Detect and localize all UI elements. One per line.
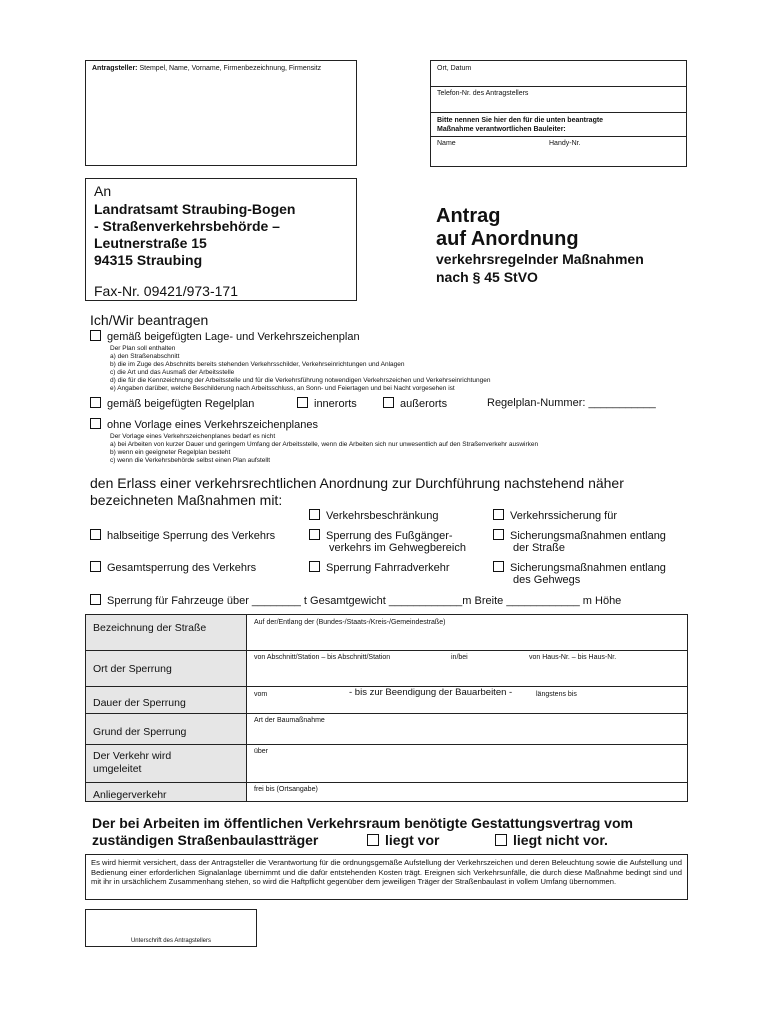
- ausserorts-label: außerorts: [400, 398, 448, 410]
- option-fahrzeuge[interactable]: [90, 594, 621, 607]
- erlass-line-1: den Erlass einer verkehrsrechtlichen Anordnung zur Durchführung nachstehend näher: [90, 475, 624, 491]
- erlass-line-2: bezeichneten Maßnahmen mit:: [90, 492, 283, 508]
- hint-ueber: über: [254, 748, 269, 755]
- applicant-label: Antragsteller: Stempel, Name, Vorname, Firmenbezeichnung, Firmensitz: [92, 65, 322, 72]
- option-halbseitige[interactable]: [90, 529, 275, 542]
- fussgaenger-label: Sperrung des Fußgänger-: [326, 530, 453, 542]
- liegt-vor-label: liegt vor: [385, 832, 440, 848]
- signature-label: Unterschrift des Antragstellers: [130, 938, 212, 944]
- sicherung-gehweg-checkbox[interactable]: [493, 561, 504, 572]
- sicherung-gehweg-label: Sicherungsmaßnahmen entlang: [510, 562, 666, 574]
- ohne-vorlage-note: Der Vorlage eines Verkehrszeichenplanes bedarf es nicht: [110, 433, 276, 440]
- ohne-vorlage-notes: [110, 433, 538, 465]
- telefon-label: Telefon-Nr. des Antragstellers: [437, 90, 529, 97]
- hint-von-abschnitt: von Abschnitt/Station – bis Abschnitt/Station: [254, 654, 391, 661]
- ohne-vorlage-note: c) wenn die Verkehrsbehörde selbst einen Plan aufstellt: [110, 457, 271, 464]
- field-grund[interactable]: [247, 725, 687, 743]
- hint-von-haus: von Haus-Nr. – bis Haus-Nr.: [529, 654, 617, 661]
- ohne-vorlage-note: b) wenn ein geeigneter Regelplan besteht: [110, 449, 231, 456]
- option-fussgaenger[interactable]: [309, 529, 453, 542]
- option-ohne-vorlage[interactable]: [90, 418, 318, 431]
- fahrrad-checkbox[interactable]: [309, 561, 320, 572]
- fussgaenger-label-2: verkehrs im Gehwegbereich: [329, 542, 466, 554]
- lageplan-label: gemäß beigefügten Lage- und Verkehrszeichenplan: [107, 331, 360, 343]
- sicherung-gehweg-label-2: des Gehwegs: [513, 574, 581, 586]
- option-lageplan[interactable]: [90, 330, 360, 343]
- lageplan-notes: [110, 345, 491, 393]
- fahrrad-label: Sperrung Fahrradverkehr: [326, 562, 450, 574]
- title-line-4: nach § 45 StVO: [436, 269, 538, 285]
- ausserorts-checkbox[interactable]: [383, 397, 394, 408]
- liegt-nicht-vor-label: liegt nicht vor.: [513, 832, 608, 848]
- liegt-nicht-vor-checkbox[interactable]: [495, 834, 507, 846]
- verkehrssicherung-label: Verkehrssicherung für: [510, 510, 617, 522]
- address-line-2: - Straßenverkehrsbehörde –: [94, 218, 280, 234]
- regelplan-nummer[interactable]: Regelplan-Nummer: ___________: [487, 397, 656, 409]
- address-line-1: Landratsamt Straubing-Bogen: [94, 201, 296, 217]
- field-strasse[interactable]: [247, 629, 687, 649]
- field-umleitung[interactable]: [247, 757, 687, 781]
- option-verkehrsbeschraenkung[interactable]: [309, 509, 439, 522]
- option-innerorts[interactable]: [297, 397, 357, 410]
- label-grund: Grund der Sperrung: [93, 726, 187, 738]
- hint-art: Art der Baumaßnahme: [254, 717, 325, 724]
- ohne-vorlage-label: ohne Vorlage eines Verkehrszeichenplanes: [107, 419, 318, 431]
- lageplan-note: a) den Straßenabschnitt: [110, 353, 180, 360]
- option-sicherung-gehweg[interactable]: [493, 561, 666, 574]
- option-regelplan[interactable]: [90, 397, 254, 410]
- ohne-vorlage-checkbox[interactable]: [90, 418, 101, 429]
- address-an: An: [94, 183, 112, 199]
- gestattung-line-1: Der bei Arbeiten im öffentlichen Verkehrsraum benötigte Gestattungsvertrag vom: [92, 815, 633, 831]
- contact-box: [430, 60, 687, 167]
- bauleiter-label-1: Bitte nennen Sie hier den für die unten beantragte: [437, 117, 604, 124]
- lageplan-note: b) die im Zuge des Abschnitts bereits stehenden Verkehrsschilder, Verkehrseinrichtungen und Anlagen: [110, 361, 405, 368]
- fahrzeuge-label[interactable]: Sperrung für Fahrzeuge über ________ t Gesamtgewicht ____________m Breite ____________ m Höhe: [107, 595, 622, 607]
- hint-vom: vom: [254, 691, 268, 698]
- lageplan-checkbox[interactable]: [90, 330, 101, 341]
- title-line-1: Antrag: [436, 205, 501, 227]
- label-ort: Ort der Sperrung: [93, 663, 172, 675]
- option-sicherung-strasse[interactable]: [493, 529, 666, 542]
- lageplan-note: c) die Art und das Ausmaß der Arbeitsstelle: [110, 369, 235, 376]
- fussgaenger-checkbox[interactable]: [309, 529, 320, 540]
- gestattung-line-2: zuständigen Straßenbaulastträger: [92, 832, 319, 848]
- hint-auf-der: Auf der/Entlang der (Bundes-/Staats-/Kreis-/Gemeindestraße): [254, 619, 446, 626]
- details-table: [85, 614, 688, 802]
- regelplan-label: gemäß beigefügten Regelplan: [107, 398, 255, 410]
- innerorts-checkbox[interactable]: [297, 397, 308, 408]
- lageplan-note: Der Plan soll enthalten: [110, 345, 176, 352]
- halbseitige-checkbox[interactable]: [90, 529, 101, 540]
- fax-number: Fax-Nr. 09421/973-171: [94, 283, 238, 299]
- label-umgeleitet-1: Der Verkehr wird: [93, 750, 172, 762]
- declaration-box: [85, 854, 688, 900]
- title-line-3: verkehrsregelnder Maßnahmen: [436, 251, 644, 267]
- gesamtsperrung-checkbox[interactable]: [90, 561, 101, 572]
- beantragen-heading: Ich/Wir beantragen: [90, 312, 209, 328]
- option-verkehrssicherung[interactable]: [493, 509, 617, 522]
- sicherung-strasse-label: Sicherungsmaßnahmen entlang: [510, 530, 666, 542]
- hint-frei-bis: frei bis (Ortsangabe): [254, 786, 318, 793]
- label-anlieger: Anliegerverkehr: [93, 789, 167, 801]
- bauleiter-name-label: Name: [437, 140, 456, 147]
- signature-box[interactable]: [85, 909, 257, 947]
- label-bezeichnung: Bezeichnung der Straße: [93, 622, 207, 634]
- label-dauer: Dauer der Sperrung: [93, 697, 186, 709]
- bis-beendigung: - bis zur Beendigung der Bauarbeiten -: [349, 687, 513, 698]
- option-fahrrad[interactable]: [309, 561, 450, 574]
- lageplan-note: e) Angaben darüber, welche Beschilderung nach Arbeitsschluss, an Sonn- und Feiertagen und bei Nacht vorgesehen ist: [110, 385, 455, 392]
- address-line-4: 94315 Straubing: [94, 252, 203, 268]
- address-box: [85, 178, 357, 301]
- ort-datum-label: Ort, Datum: [437, 65, 472, 72]
- declaration-text: Es wird hiermit versichert, dass der Antragsteller die Verantwortung für die ordnungsgemäße Aufstellung der Verkehrszeichen und deren Beleuchtung sowie die Aufstellung und Bedienung einer erforderlichen Signalanlage übernimmt und die dafür entstehenden Kosten trägt. Ereignen sich Verkehrsunfälle, die durch diese Maßnahme bedingt sind und mit ihr in ursächlichem Zusammenhang stehen, so wird die Haftpflicht gegenüber dem jeweiligen Träger der Straßenbaulast in vollem Umfang übernommen.: [91, 858, 682, 887]
- verkehrsbeschraenkung-checkbox[interactable]: [309, 509, 320, 520]
- address-line-3: Leutnerstraße 15: [94, 235, 207, 251]
- sicherung-strasse-label-2: der Straße: [513, 542, 565, 554]
- gesamtsperrung-label: Gesamtsperrung des Verkehrs: [107, 562, 257, 574]
- regelplan-checkbox[interactable]: [90, 397, 101, 408]
- verkehrssicherung-checkbox[interactable]: [493, 509, 504, 520]
- option-gesamtsperrung[interactable]: [90, 561, 256, 574]
- hint-laengstens: längstens bis: [536, 691, 577, 698]
- option-ausserorts[interactable]: [383, 397, 447, 410]
- option-liegt-nicht-vor[interactable]: [495, 832, 608, 848]
- halbseitige-label: halbseitige Sperrung des Verkehrs: [107, 530, 276, 542]
- liegt-vor-checkbox[interactable]: [367, 834, 379, 846]
- option-liegt-vor[interactable]: [367, 832, 439, 848]
- title-line-2: auf Anordnung: [436, 228, 579, 250]
- sicherung-strasse-checkbox[interactable]: [493, 529, 504, 540]
- hint-in-bei: in/bei: [451, 654, 468, 661]
- bauleiter-label-2: Maßnahme verantwortlichen Bauleiter:: [437, 126, 566, 133]
- ohne-vorlage-note: a) bei Arbeiten von kurzer Dauer und geringem Umfang der Arbeitsstelle, wenn die Arbeiten sich nur unwesentlich auf den Straßenverkehr auswirken: [110, 441, 539, 448]
- fahrzeuge-checkbox[interactable]: [90, 594, 101, 605]
- lageplan-note: d) die für die Kennzeichnung der Arbeitsstelle und für die Verkehrsführung notwendigen Verkehrszeichen und Verkehrseinrichtungen: [110, 377, 491, 384]
- applicant-box[interactable]: [85, 60, 357, 166]
- field-ort[interactable]: [247, 663, 687, 685]
- label-umgeleitet-2: umgeleitet: [93, 763, 142, 775]
- verkehrsbeschraenkung-label: Verkehrsbeschränkung: [326, 510, 439, 522]
- handy-label: Handy-Nr.: [549, 140, 581, 147]
- innerorts-label: innerorts: [314, 398, 357, 410]
